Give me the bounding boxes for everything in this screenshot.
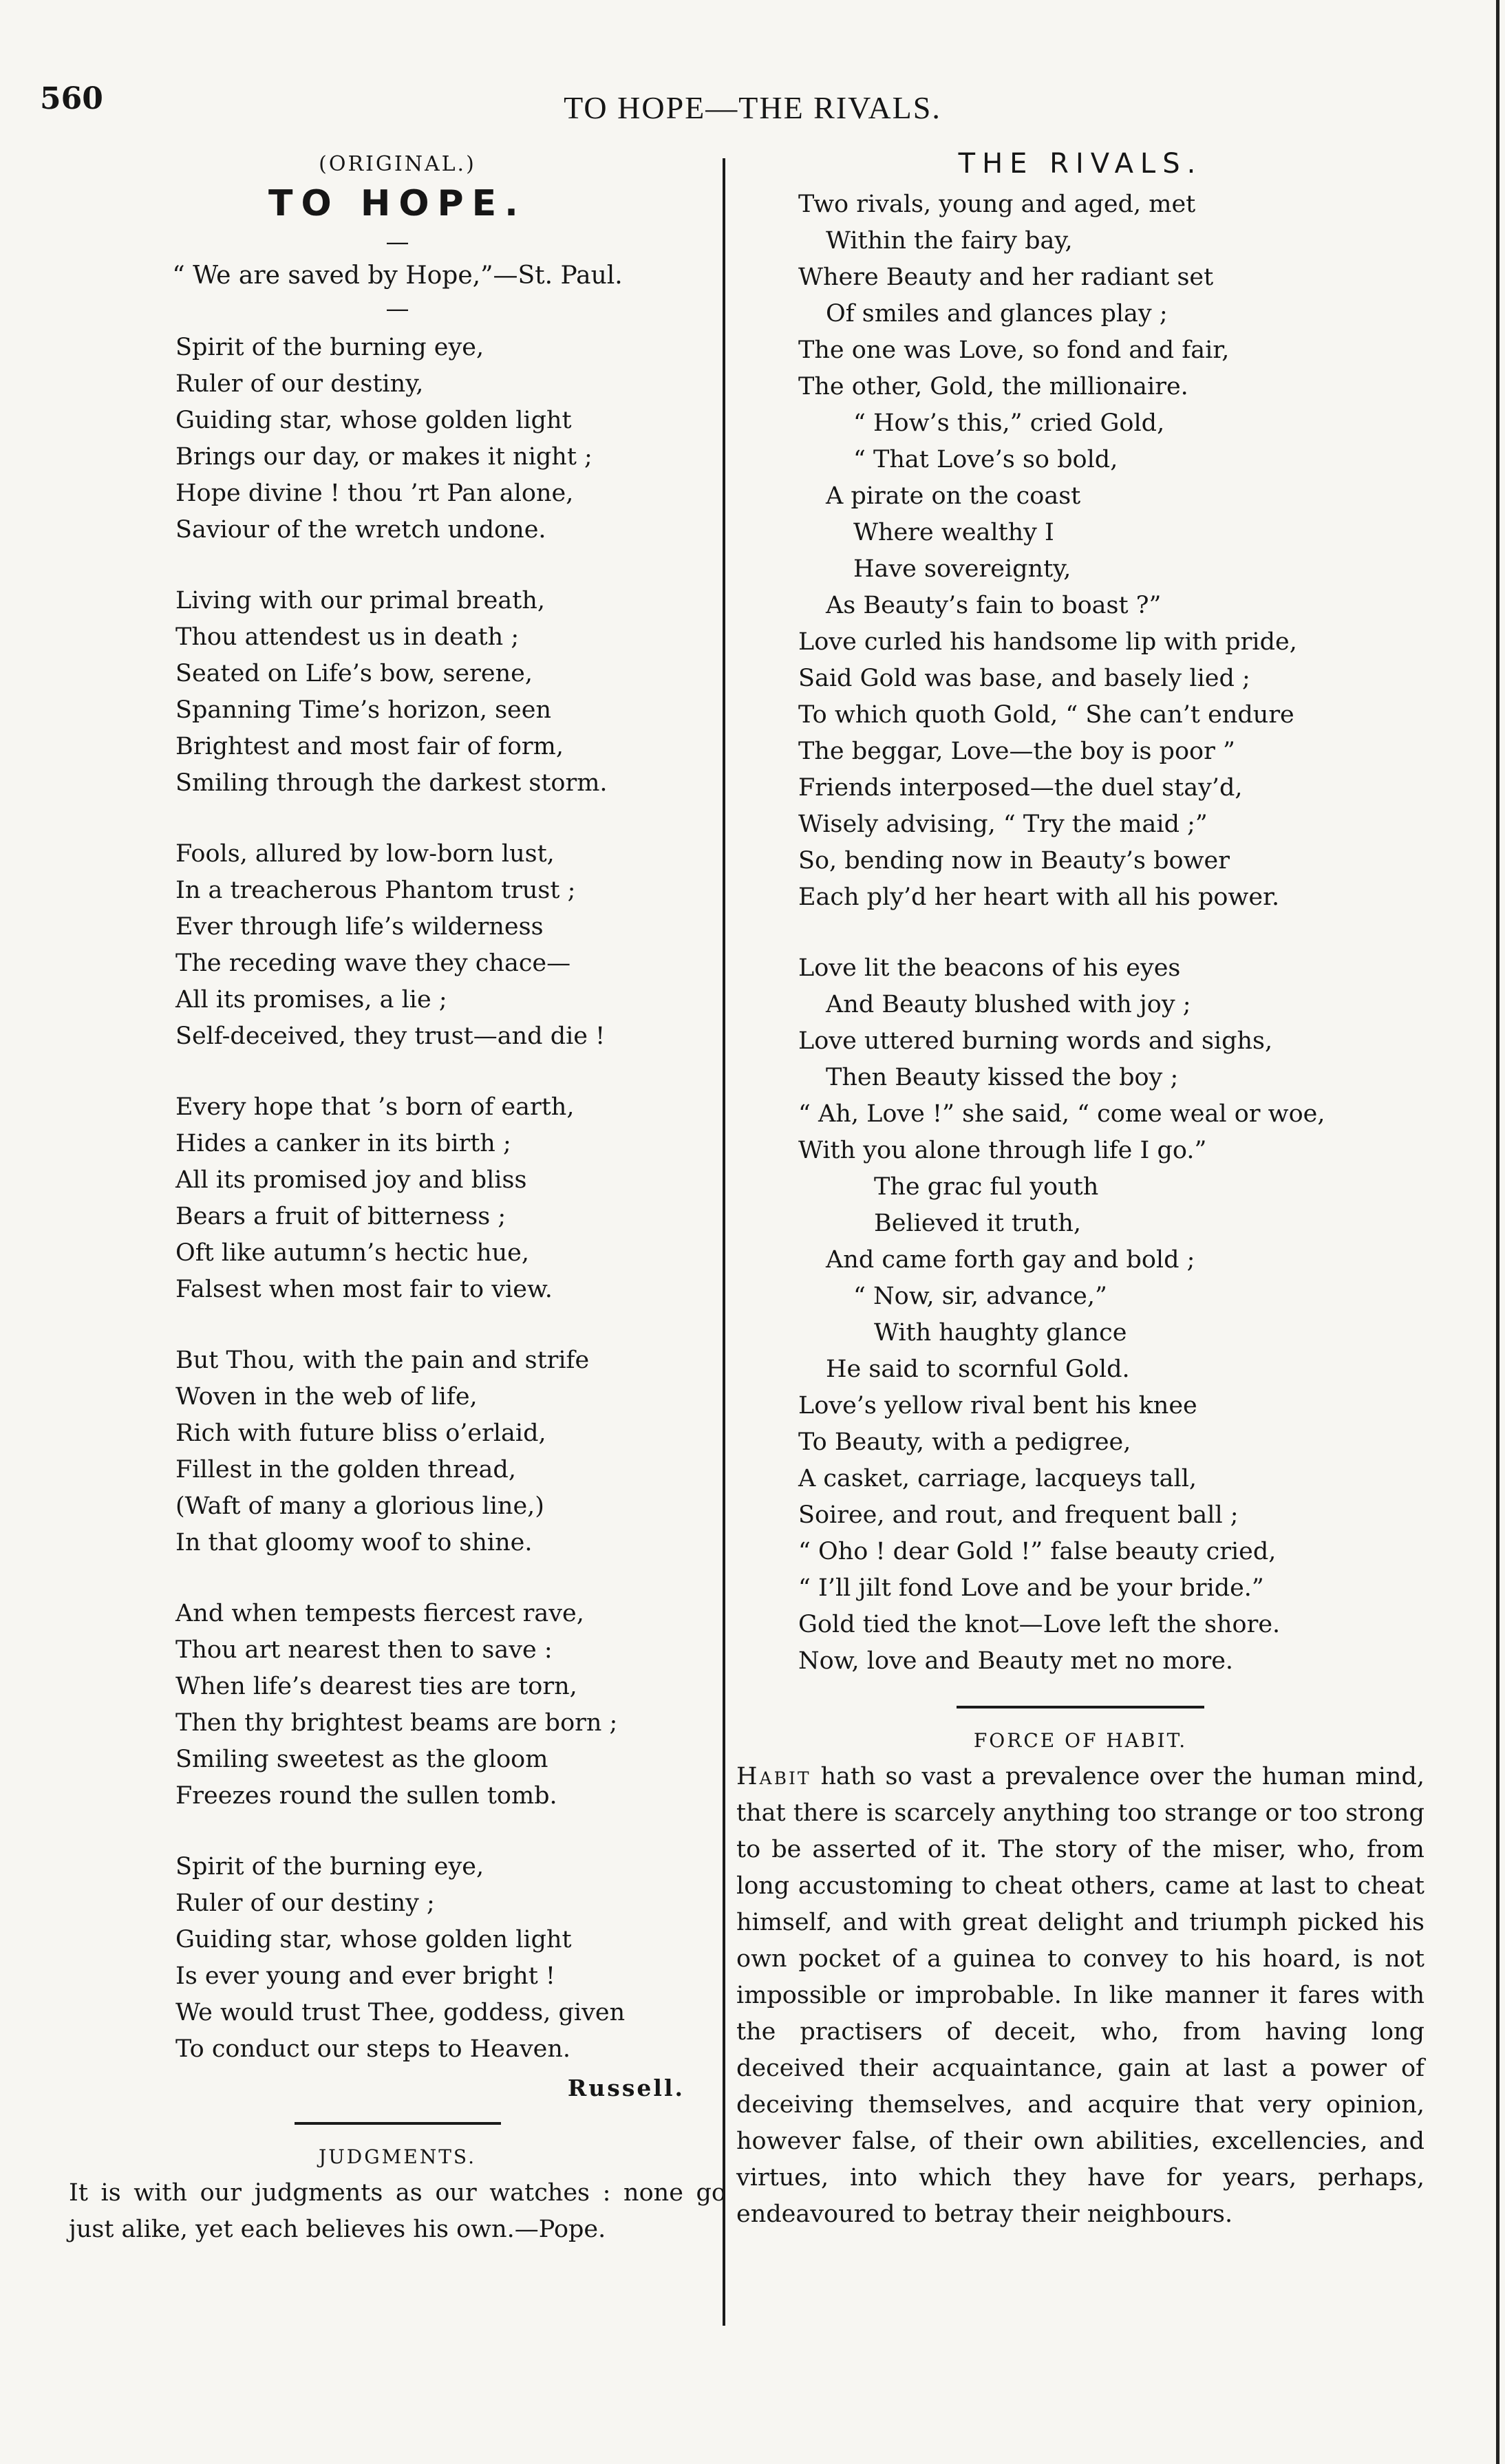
poem-line: Each ply’d her heart with all his power. [798,883,1280,911]
poem-line: Guiding star, whose golden light [175,407,572,434]
poem-line: Soiree, and rout, and frequent ball ; [798,1501,1239,1529]
poem-line: Rich with future bliss o’erlaid, [175,1420,546,1447]
poem-line: So, bending now in Beauty’s bower [798,847,1230,875]
poem-line: Thou art nearest then to save : [175,1636,553,1664]
poem-line: “ Oho ! dear Gold !” false beauty cried, [798,1538,1277,1565]
poem-line: Seated on Life’s bow, serene, [175,660,533,687]
poem-line: Ruler of our destiny, [175,370,424,398]
poem-line: When life’s dearest ties are torn, [175,1673,577,1700]
poem-line: With you alone through life I go.” [798,1137,1207,1164]
left-column [69,148,726,2248]
poem-line: To which quoth Gold, “ She can’t endure [798,701,1294,729]
epigraph-dash: — [385,295,409,323]
poem-the-rivals [736,186,1424,1680]
poem-line: In that gloomy woof to shine. [175,1529,533,1556]
poem-line: Love curled his handsome lip with pride, [798,628,1297,656]
poem-line: Woven in the web of life, [175,1383,478,1411]
habit-paragraph [736,1759,1424,2233]
poem-line: Friends interposed—the duel stay’d, [798,774,1243,802]
poem-line: Of smiles and glances play ; [826,300,1168,328]
poem-line: He said to scornful Gold. [826,1356,1130,1383]
poem-line: Is ever young and ever bright ! [175,1962,555,1990]
stanza [175,1596,712,1814]
poem-line: With haughty glance [874,1319,1127,1347]
poem-line: Wisely advising, “ Try the maid ;” [798,811,1208,838]
poem-line: Now, love and Beauty met no more. [798,1647,1234,1675]
epigraph: “ We are saved by Hope,”—St. Paul. [172,261,623,290]
poem-line: “ Now, sir, advance,” [853,1283,1107,1310]
page-edge-rule [1496,0,1499,2464]
poem-line: “ That Love’s so bold, [853,446,1118,473]
stanza [175,1089,712,1308]
poem-line: In a treacherous Phantom trust ; [175,877,576,904]
poem-line: And Beauty blushed with joy ; [826,991,1191,1018]
stanza [175,1342,712,1561]
poem-line: Spanning Time’s horizon, seen [175,696,552,724]
poem-line: Self-deceived, they trust—and die ! [175,1022,606,1050]
poem-line: The beggar, Love—the boy is poor ” [798,738,1235,765]
poem-line: Ruler of our destiny ; [175,1889,435,1917]
poem-line: Falsest when most fair to view. [175,1276,553,1303]
poem-line: Love’s yellow rival bent his knee [798,1392,1197,1420]
column-divider [723,158,725,2326]
poem-line: And when tempests fiercest rave, [175,1600,584,1627]
poem-line: The other, Gold, the millionaire. [798,373,1188,400]
poem-line: Gold tied the knot—Love left the shore. [798,1611,1281,1638]
poem-line: All its promises, a lie ; [175,986,447,1014]
poem-line: Thou attendest us in death ; [175,623,520,651]
poem-line: Living with our primal breath, [175,587,545,614]
poem-line: Two rivals, young and aged, met [798,191,1196,218]
poem-line: Smiling through the darkest storm. [175,769,608,797]
poem-line: Love uttered burning words and sighs, [798,1027,1273,1055]
judgments-text: It is with our judgments as our watches : none go just alike, yet each believes his own.—Pope. [69,2179,726,2243]
poem-to-hope [83,330,712,2068]
habit-text: hath so vast a prevalence over the human mind, that there is scarcely anything too strange or too strong to be asserted of it. The story of the miser, who, from long accustoming to cheat others, came at last to cheat himself, and with great delight and triumph picked his own pocket of a guinea to convey to his hoard, is not impossible or improbable. In like manner it fares with the practisers of deceit, who, from having long deceived their acquaintance, gain at last a power of deceiving themselves, and acquire that very opinion, however false, of their own abilities, excellencies, and virtues, into which they have for years, perhaps, endeavoured to betray their neighbours. [736,1763,1424,2228]
poem-line: “ I’ll jilt fond Love and be your bride.” [798,1574,1264,1602]
poem-line: Freezes round the sullen tomb. [175,1782,557,1810]
poem-line: Guiding star, whose golden light [175,1926,572,1953]
poem-line: The receding wave they chace— [175,950,571,977]
stanza [798,950,1424,1680]
poem-line: The one was Love, so fond and fair, [798,336,1230,364]
stanza [798,186,1424,916]
poem-title-rivals: THE RIVALS. [958,148,1203,180]
judgments-heading: JUDGMENTS. [318,2145,476,2168]
poem-line: Bears a fruit of bitterness ; [175,1203,506,1230]
original-label: (ORIGINAL.) [319,152,476,176]
poem-line: Then Beauty kissed the boy ; [826,1064,1179,1091]
poem-line: All its promised joy and bliss [175,1166,527,1194]
poem-line: We would trust Thee, goddess, given [175,1999,626,2026]
poem-line: Hope divine ! thou ’rt Pan alone, [175,480,574,507]
poem-line: Where Beauty and her radiant set [798,264,1214,291]
poem-line: Fools, allured by low-born lust, [175,840,555,868]
poem-line: Hides a canker in its birth ; [175,1130,511,1157]
stanza [175,1849,712,2068]
poem-line: A pirate on the coast [826,482,1081,510]
habit-lead-word: Habit [736,1763,811,1790]
poem-line: The grac ful youth [874,1173,1099,1201]
stanza [175,330,712,548]
poem-title-to-hope: TO HOPE. [268,183,526,224]
stanza [175,836,712,1055]
section-rule [957,1706,1204,1708]
poem-line: A casket, carriage, lacqueys tall, [798,1465,1197,1492]
poem-line: Smiling sweetest as the gloom [175,1746,548,1773]
signature: Russell. [567,2075,685,2101]
poem-line: “ How’s this,” cried Gold, [853,409,1165,437]
poem-line: Said Gold was base, and basely lied ; [798,665,1250,692]
poem-line: Within the fairy bay, [826,227,1073,255]
poem-line: Believed it truth, [874,1210,1082,1237]
poem-line: To conduct our steps to Heaven. [175,2035,570,2063]
poem-line: Then thy brightest beams are born ; [175,1709,618,1737]
habit-heading: FORCE OF HABIT. [973,1729,1188,1752]
poem-line: Spirit of the burning eye, [175,1853,484,1881]
poem-line: Love lit the beacons of his eyes [798,954,1181,982]
poem-line: Ever through life’s wilderness [175,913,544,941]
poem-line: Spirit of the burning eye, [175,334,484,361]
poem-line: Every hope that ’s born of earth, [175,1093,575,1121]
poem-line: “ Ah, Love !” she said, “ come weal or woe, [798,1100,1325,1128]
stanza [175,583,712,802]
poem-line: And came forth gay and bold ; [826,1246,1195,1274]
page-number: 560 [40,81,103,116]
section-rule [295,2122,501,2125]
poem-line: Brightest and most fair of form, [175,733,564,760]
poem-line: Brings our day, or makes it night ; [175,443,593,471]
poem-line: Oft like autumn’s hectic hue, [175,1239,529,1267]
poem-line: Where wealthy I [853,519,1054,546]
right-column [736,148,1424,2233]
running-title: TO HOPE—THE RIVALS. [564,90,941,125]
poem-line: As Beauty’s fain to boast ?” [826,592,1162,619]
poem-line: To Beauty, with a pedigree, [798,1428,1131,1456]
poem-line: Have sovereignty, [853,555,1071,583]
poem-line: But Thou, with the pain and strife [175,1347,590,1374]
poem-line: Fillest in the golden thread, [175,1456,516,1483]
title-dash: — [385,228,409,256]
poem-line: Saviour of the wretch undone. [175,516,546,544]
poem-line: (Waft of many a glorious line,) [175,1492,544,1520]
